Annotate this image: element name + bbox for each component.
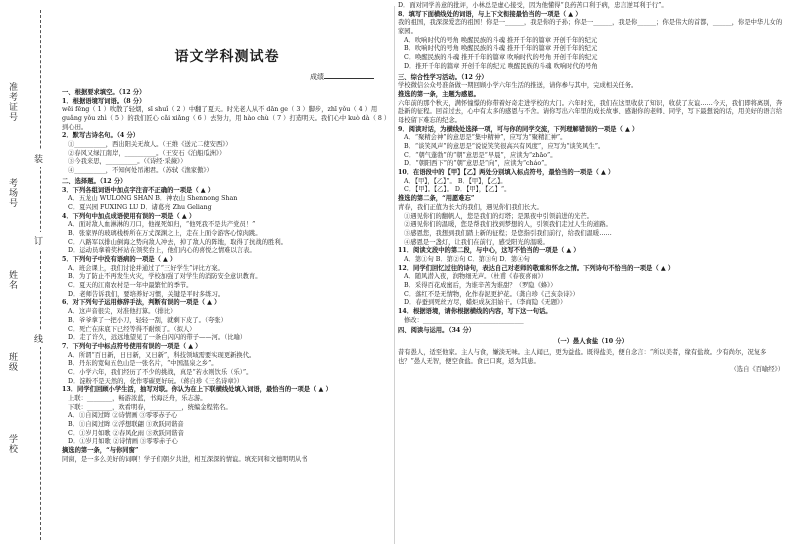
option-line: D．淀粉不是天然的，化作零碳更好玩。（蒋自珍《三名诗章》）: [68, 377, 244, 385]
passage-sentence: ②遇见你们的温暖，您是帮我们找到梦想的人，引领我们走过人生的道路。: [404, 221, 612, 229]
question-stem: 8．填写下面横线处的词语，与上下文衔接最恰当的一项是（ ▲ ）: [398, 10, 582, 18]
option-line: D．运动员拿着奖杯站在领奖台上，他们内心的喜悦之情难以言表。: [68, 247, 256, 255]
option-line: C．“朝气蓬勃”的“朝”意思是“早晨”，应读为“zhāo”。: [404, 151, 557, 159]
cut-mark-ding: 订: [34, 232, 43, 249]
passage-title: （一）愚人食盐（10 分）: [554, 338, 628, 346]
left-column: [62, 0, 392, 554]
passage-sentence: ①遇见你们的翻帆人，您是我们的灯塔；是黑夜中引领前进的光芒。: [404, 212, 593, 220]
subsection-heading: 摘选的第一条，“与你同窗”: [62, 447, 139, 455]
section-heading: 四、阅读与运用。（34 分）: [398, 327, 476, 335]
option-line: B．①自阅过眸 ②浮想联翩 ③欢跃同谐音: [68, 421, 184, 429]
fill-line: ④__________，不知何处吊湘君。（苏轼《渔家傲》）: [68, 167, 213, 175]
right-column: [398, 0, 784, 552]
option-line: C．夏天的江南农村是一年中最繁忙的季节。: [68, 282, 193, 290]
passage-text: 青春，我们正值为长大的我们，遇见你们我们长大。: [398, 203, 543, 211]
option-line: B．丹东的宽甸五色山是一张名片，“中国温泉之乡”。: [68, 360, 218, 368]
binding-margin: [0, 0, 58, 550]
option-line: A．【甲】，【乙】”。 B．【甲】，【乙】。: [404, 177, 507, 185]
passage-sentence: ④感恩是一盏灯，让我们在前行，感受阳光的温暖。: [404, 238, 549, 246]
option-line: C．小学六年，我们经历了不少的挑战，真是“若水则饮乐（乐）”。: [68, 368, 253, 376]
cut-mark-xian: 线: [34, 330, 43, 347]
option-line: A．班会课上，我们讨论并通过了“三好学生”评比方案。: [68, 264, 224, 272]
section-heading: 三、综合性学习活动。（12 分）: [398, 73, 488, 81]
option-line: C．夏兴园 FUXING LU D．诸葛亮 Zhu Geliang: [68, 203, 212, 211]
option-line: D．走了许久，远远地望见了一条白闪闪的带子——河。（比喻）: [68, 334, 247, 342]
question-stem: 6．对下列句子运用修辞手法，判断有误的一项是（ ▲ ）: [62, 299, 221, 307]
cut-mark-zhuang: 装: [34, 150, 43, 167]
question-stem: 5．下列句子中没有语病的一项是（ ▲ ）: [62, 256, 177, 264]
option-line: A．①自阅过眸 ②诗情画 ③零零赤子心: [68, 412, 178, 420]
score-label: 成绩: [310, 73, 324, 82]
answer-line[interactable]: 修改：________________________________: [404, 316, 524, 324]
option-line: B．张家界的玻璃栈桥所在万丈深渊之上，走在上面令游客心惊肉跳。: [68, 229, 262, 237]
column-divider: [394, 6, 395, 544]
page-title: 语文学科测试卷: [174, 49, 280, 65]
option-line: D．春蚕到死丝方尽，蜡炬成灰泪始干。（李商隐《无题》）: [404, 299, 567, 307]
score-blank[interactable]: [324, 71, 374, 79]
subsection-heading: 推选的第一条，主题为感恩。: [398, 90, 480, 98]
option-line: C．八路军以排山倒海之势向敌人冲去，掉了敌人的阵地，取得了抗战的胜利。: [68, 238, 287, 246]
passage-sentence: ③感恩您，我想到我们踏上新的征程；是您指引我们前行，给我们温暖……: [404, 229, 612, 237]
option-line: A．“聚精会神”的意思是“集中精神”，应写为“聚精汇神”。: [404, 134, 567, 142]
fill-line: ③今我来思，__________。（《诗经·采薇》）: [68, 158, 187, 166]
section-heading: 一、根据要求填空。（12 分）: [62, 88, 146, 96]
option-line: B．“谈笑风声”的意思是“说说笑笑很高兴有风度”，应写为“谈笑风生”。: [404, 143, 605, 150]
option-line: D．推开千年的篇章 开创千年的纪元 唤醒民族的斗魂 吹响时代的号角: [404, 62, 598, 70]
option-line: A．吹响时代的号角 唤醒民族的斗魂 推开千年的篇章 开创千年的纪元: [404, 36, 598, 44]
option-line: B．采得百花成蜜后，为谁辛苦为谁甜？（罗隐《蜂》）: [404, 282, 557, 289]
label-room: 考场号: [7, 178, 17, 208]
option-line: A．所谓“百日新，日日新，又日新”，科技领域需要实现更新换代。: [68, 351, 256, 359]
fill-line: ②春风又绿江南岸，__________。（王安石《泊船瓜洲》）: [68, 149, 226, 157]
label-name: 姓名: [7, 270, 17, 290]
option-line: C．【甲】。【乙】。 D．【甲】，【乙】“。: [404, 186, 511, 194]
option-line: D．“朝阳西下”的“朝”意思是“向”，应读为“cháo”。: [404, 160, 551, 168]
question-stem: 1．根据语境写词语。（8 分）: [62, 97, 146, 105]
option-line: A．这声音很尖，对准他打算。（排比）: [68, 308, 177, 316]
question-stem: 7．下列句子中标点符号使用有误的一项是（ ▲ ）: [62, 342, 202, 350]
label-school: 学校: [7, 434, 17, 454]
question-stem: 13．同学们回顾小学生活，抽写对联。你认为在上下联横线处填入词语，最恰当的一项是（ ▲ ）: [62, 386, 332, 394]
option-line: B．为了防止不再发生火灾，学校加强了对学生的消防安全意识教育。: [68, 273, 262, 281]
option-line: D．面对同学善意的批评，小林总是虚心接受，因为他懂得“良药苦口利于病，忠言逆耳利于行”。: [398, 2, 668, 9]
option-line: A．第①句 B．第②句 C．第③句 D．第④句: [404, 255, 530, 263]
passage-text: 同窗，是一多么美好的词啊！学子们朝夕共进，相互深深的情谊。填充同和文德明明从书: [62, 455, 308, 463]
question-stem: 4．下列句中加点成语使用有误的一项是（ ▲ ）: [62, 212, 196, 220]
couplet-line: 下联：________，欢看明春，__________，统编金程铭名。: [68, 403, 232, 411]
label-exam-id: 准考证号: [7, 82, 17, 122]
option-line: C．唤醒民族的斗魂 推开千年的篇章 吹响时代的号角 开创千年的纪元: [404, 54, 598, 62]
subsection-heading: 推选的第二条，“用愿难忘”: [398, 195, 475, 203]
label-class: 班级: [7, 352, 17, 372]
passage-text: 六年前的那个秋天，满怀憧憬的你带着好奇走进学校的大门。六年时光，我们在这里收获了知识，收获了友谊……今天，我们即将离别，奔赴新的征程。回首过去，心中有太多的感恩与不舍。请你写出六年里的成长故事、感谢你的老师、同学，写下最想说的话，用美好的语言给母校留下难忘的纪念。: [398, 99, 783, 124]
question-text: wēi fēng（ 1 ）吹散了轻烟，sī shuǐ（ 2 ）中翻了夏天。时光老人从不 dān ge（ 3 ）脚步，zhī yǒu（ 4 ）用 guǎng yǒu zhì（ 5 ）的我们匠心 cǎi xiǎng（ 6 ）去努力，用 hào chù（ 7 ）打造明天。我们心中 kuò dà（ 8 ）到心田。: [62, 106, 391, 131]
fill-line: ①__________，西出阳关无故人。（王维《送元二使安西》）: [68, 141, 232, 149]
question-stem: 3．下列各组词语中加点字注音不正确的一项是（ ▲ ）: [62, 186, 215, 194]
question-stem: 12．同学们回忆过往的诗句，表达自己对老师的敬重和怀念之情。下列诗句不恰当的一项是（ ▲ ）: [398, 264, 675, 272]
passage-text: 昔有愚人，适至他家。主人与食，嫌淡无味。主人闻已，更为益盐。既得盐美，便自念言：“所以美者，缘有盐故。少有尚尔，况复多也？”愚人无智，便空食盐。食已口爽，返为其患。: [398, 348, 767, 365]
couplet-line: 上联：________，畅游浓蓝，书海泛舟，乐志游。: [68, 395, 207, 403]
question-stem: 10．在语段中的【甲】【乙】两处分别填入标点符号，最恰当的一项是（ ▲ ）: [398, 169, 615, 177]
passage-source: （选自《百喻经》）: [730, 366, 784, 374]
option-line: A．面对敌人血淋淋的刀口，他视死如归，“他死我不是共产党员！”: [68, 221, 256, 229]
option-line: B．吹响时代的号角 唤醒民族的斗魂 推开千年的篇章 开创千年的纪元: [404, 45, 598, 53]
option-line: D．①岁月如歌 ②诗情画 ③零零赤子心: [68, 438, 178, 446]
option-line: C．落红不是无情物，化作春泥更护花。（龚自珍《己亥杂诗》）: [404, 290, 579, 298]
option-line: C．①岁月如歌 ②春风化雨 ③欢跃同谐音: [68, 429, 184, 437]
option-line: A．随风潜入夜，润物细无声。（杜甫《春夜喜雨》）: [404, 273, 548, 281]
section-heading: 二、选择题。（12 分）: [62, 177, 127, 185]
option-line: B．爷爷拿了一把小刀，轻轻一刮，就剩下皮了。（夸张）: [68, 316, 227, 324]
passage-text: 我的祖国，我深深爱恋的祖国！你是一______，我是你的子孙；你是一______，我是你______；你是伟大的首都，______，你是中华儿女的家园。: [398, 19, 783, 36]
instruction-text: 学校微信公众号准备做一期回顾小学六年生活的推送，请你参与其中，完成相关任务。: [398, 82, 638, 90]
option-line: A．五龙山 WULONG SHAN B．神农山 Shennong Shan: [68, 195, 238, 203]
option-line: C．死亡在床底下已经等得不耐烦了。（拟人）: [68, 325, 196, 333]
question-stem: 2．默写古诗名句。（4 分）: [62, 132, 140, 140]
question-stem: 11．阅读文段中的第二段，与中心，这写不恰当的一项是（ ▲ ）: [398, 247, 580, 255]
question-stem: 9．阅读对话，为横线处选择一项，可与你的同学交流，下列理解错误的一项是（ ▲ ）: [398, 125, 639, 133]
option-line: D．老师告诉我们，要培养好习惯，关键是平时多练习。: [68, 290, 225, 298]
question-stem: 14．根据语境，请你根据横线的内容，写下这一句话。: [398, 308, 552, 316]
binding-dashed-line: [40, 10, 41, 540]
score-field: [62, 71, 374, 83]
